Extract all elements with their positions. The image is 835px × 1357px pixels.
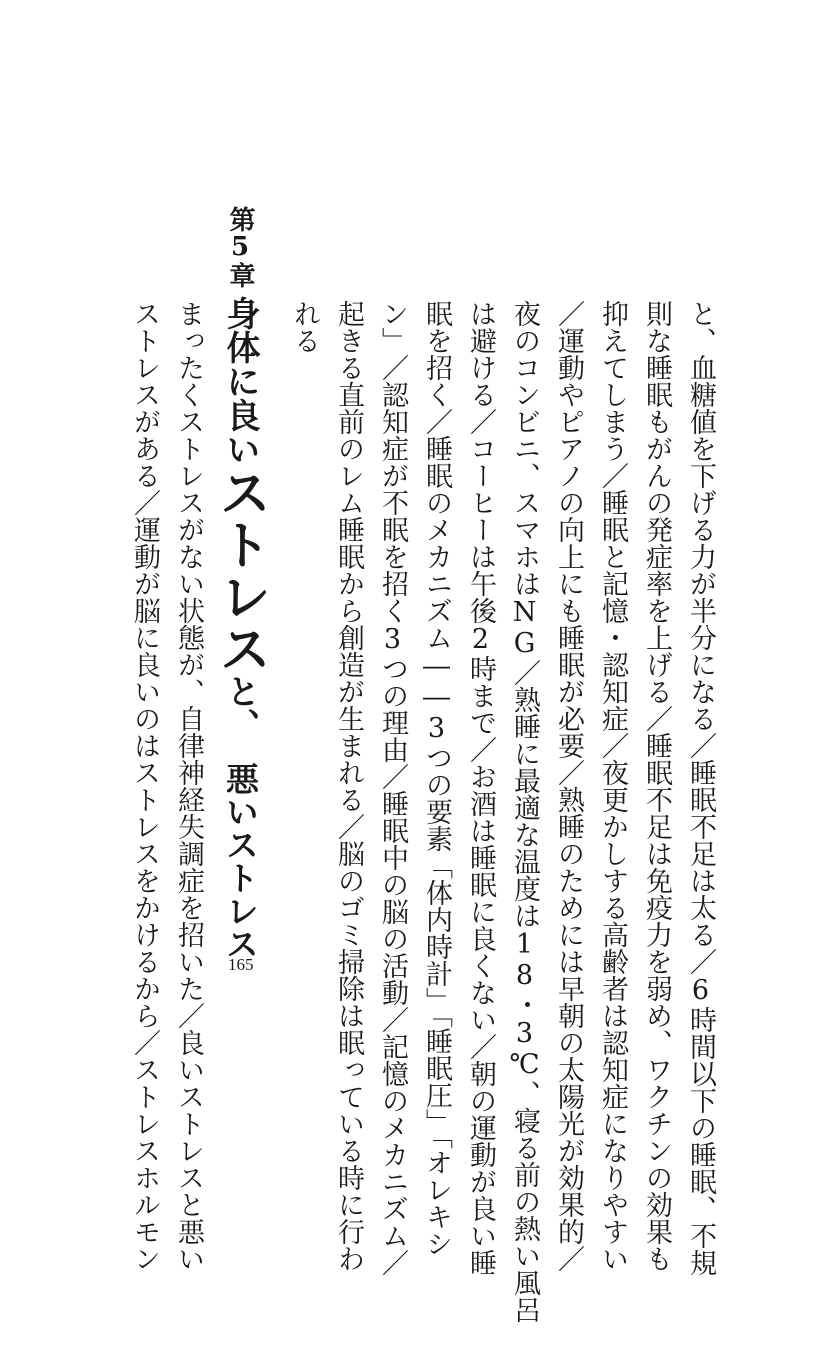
toc-line-1: と、血糖値を下げる力が半分になる／睡眠不足は太る／6時間以下の睡眠、不規 xyxy=(685,300,716,1276)
chapter-title-part-2: ストレス xyxy=(210,466,270,674)
chapter-line-1: まったくストレスがない状態が、自律神経失調症を招いた／良いストレスと悪い xyxy=(173,300,204,1272)
toc-line-4: ／運動やピアノの向上にも睡眠が必要／熟睡のためには早朝の太陽光が効果的／ xyxy=(553,300,584,1272)
toc-line-3: 抑えてしまう／睡眠と記憶・認知症／夜更かしする高齢者は認知症になりやすい xyxy=(597,300,628,1272)
page-number: 165 xyxy=(228,955,254,974)
chapter-title-part-4: 悪いストレス xyxy=(221,762,260,960)
chapter-line-2: ストレスがある／運動が脳に良いのはストレスをかけるから／ストレスホルモン xyxy=(129,300,160,1272)
toc-line-9: 起きる直前のレム睡眠から創造が生まれる／脳のゴミ掃除は眠っている時に行わ xyxy=(333,300,364,1272)
chapter-label: 第5章 xyxy=(225,206,255,288)
toc-line-5: 夜のコンビニ、スマホはNG／熟睡に最適な温度は18・3℃、寝る前の熱い風呂 xyxy=(509,300,540,1323)
chapter-title-part-3: と、 xyxy=(220,674,260,742)
toc-line-7: 眠を招く／睡眠のメカニズム――3つの要素「体内時計」「睡眠圧」「オレキシ xyxy=(421,300,452,1257)
chapter-title-part-1: 身体に良い xyxy=(220,296,260,466)
toc-line-10: れる xyxy=(289,300,320,354)
toc-line-8: ン」／認知症が不眠を招く3つの理由／睡眠中の脳の活動／記憶のメカニズム／ xyxy=(377,300,408,1276)
chapter-title xyxy=(210,296,270,960)
toc-line-6: は避ける／コーヒーは午後2時まで／お酒は睡眠に良くない／朝の運動が良い睡 xyxy=(465,300,496,1276)
toc-line-2: 則な睡眠もがんの発症率を上げる／睡眠不足は免疫力を弱め、ワクチンの効果も xyxy=(641,300,672,1272)
